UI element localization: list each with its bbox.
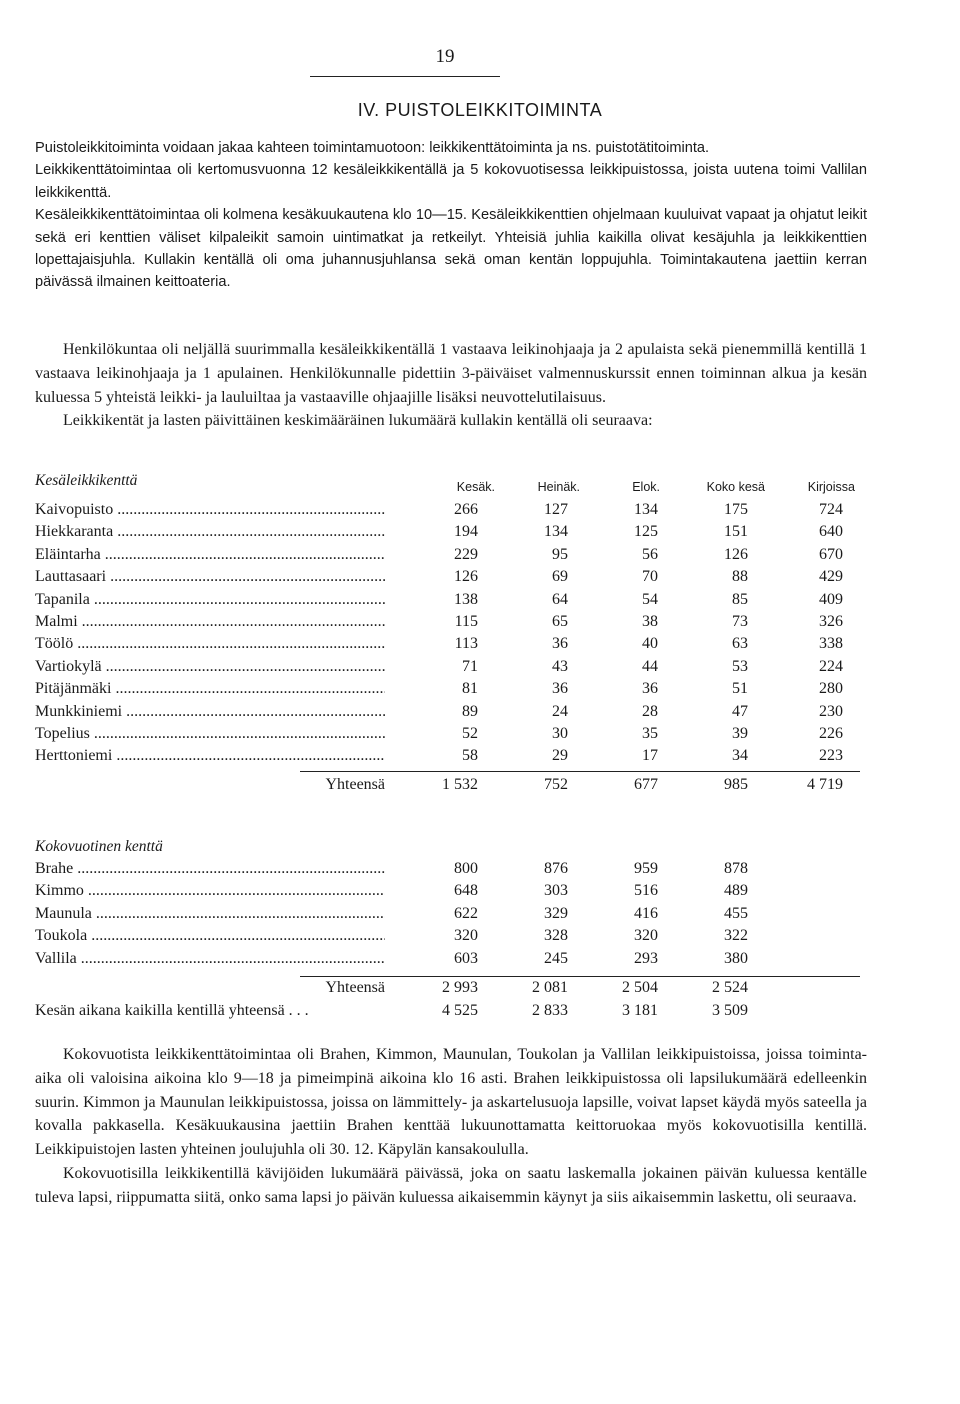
summer-fields-title: Kesäleikkikenttä <box>35 472 138 489</box>
staff-text <box>35 338 867 433</box>
table-cell: 17 <box>642 747 658 765</box>
paragraph-staff: Henkilökuntaa oli neljällä suurimmalla kesäleikkikentällä 1 vastaava leikinohjaaja ja 2 apulaista sekä pienemmillä kentillä 1 vastaava leikinohjaaja ja 1 apulainen. Henkilökunnalle pidettiin 3-päiväiset valmennuskurssit ennen toiminnan alkua ja kesän kuluessa 5 yhteistä leikki- ja lauluiltaa ja vastaaville ohjaajille lisäksi neuvottelutilaisuus. <box>35 341 867 406</box>
table-cell: 151 <box>724 523 748 541</box>
table-cell: 115 <box>454 613 478 630</box>
table-cell: 56 <box>642 545 658 563</box>
grand-total-label: Kesän aikana kaikilla kentillä yhteensä . . . <box>35 1002 309 1019</box>
row-name: Vartiokylä ..... <box>35 658 385 676</box>
table-cell: 326 <box>819 613 843 630</box>
table-cell: 338 <box>819 635 843 653</box>
table-cell: 320 <box>634 927 658 945</box>
table-cell: 2 993 <box>442 979 478 996</box>
summer-total-rule <box>300 771 860 772</box>
row-name: Hiekkaranta ..... <box>35 523 385 541</box>
table-cell: 30 <box>552 725 568 742</box>
row-name: Tapanila ..... <box>35 591 385 609</box>
row-name: Maunula ..... <box>35 905 385 923</box>
table-row <box>0 546 960 568</box>
table-cell: 63 <box>732 635 748 653</box>
table-cell: 39 <box>732 725 748 742</box>
table-cell: 328 <box>544 927 568 945</box>
table-cell: 113 <box>454 635 478 653</box>
table-cell: 43 <box>552 657 568 675</box>
paragraph-intro-1: Puistoleikkitoiminta voidaan jakaa kahteen toimintamuotoon: leikkikenttätoiminta ja ns. puistotätitoiminta. <box>35 140 710 156</box>
table-cell: 36 <box>552 680 568 698</box>
paragraph-intro-3: Kesäleikkikenttätoimintaa oli kolmena kesäkuukautena klo 10—15. Kesäleikkikenttien ohjelmaan kuuluivat vapaat ja ohjatut leikit sekä eri kenttien väliset kilpaleikit samoin uintimatkat ja retkeilyt. Yhteisiä juhlia kaikilla olivat kesäjuhla ja leikkikenttien lopettajaisjuhla. Kullakin kentällä oli oma juhannusjuhlansa sekä oman kentän loppujuhla. Toimintakautena jaettiin kerran päivässä ilmainen keittoateria. <box>35 207 867 291</box>
table-cell: 127 <box>544 501 568 518</box>
table-cell: 229 <box>454 545 478 563</box>
page-number: 19 <box>435 46 455 67</box>
row-name: Vallila ..... <box>35 950 385 968</box>
table-cell: 51 <box>732 680 748 698</box>
table-row <box>0 635 960 657</box>
table-cell: 226 <box>819 725 843 742</box>
table-cell: 603 <box>454 949 478 967</box>
row-name: Pitäjänmäki ..... <box>35 680 385 698</box>
row-name: Lauttasaari ..... <box>35 568 385 586</box>
table-cell: 89 <box>462 702 478 720</box>
row-name: Kaivopuisto ..... <box>35 501 385 519</box>
table-cell: 622 <box>454 904 478 922</box>
table-cell: 648 <box>454 882 478 900</box>
table-cell: 138 <box>454 590 478 608</box>
table-cell: 73 <box>732 613 748 630</box>
table-cell: 126 <box>454 568 478 586</box>
table-cell: 175 <box>724 501 748 518</box>
summer-total-label: Yhteensä <box>325 776 385 793</box>
table-cell: 455 <box>724 904 748 922</box>
table-cell: 1 532 <box>442 776 478 793</box>
table-row <box>0 501 960 523</box>
year-total-rule <box>300 976 860 977</box>
table-row <box>0 725 960 747</box>
table-row <box>0 658 960 680</box>
row-name: Topelius ..... <box>35 725 385 743</box>
table-cell: 2 504 <box>622 979 658 996</box>
table-cell: 800 <box>454 860 478 877</box>
table-cell: 266 <box>454 501 478 518</box>
table-row <box>0 905 960 927</box>
table-cell: 81 <box>462 680 478 698</box>
table-cell: 64 <box>552 590 568 608</box>
year-total-label: Yhteensä <box>325 979 385 996</box>
table-header <box>0 480 960 500</box>
table-cell: 516 <box>634 882 658 900</box>
intro-text <box>35 137 867 294</box>
table-cell: 29 <box>552 747 568 765</box>
table-cell: 640 <box>819 523 843 541</box>
col-header-registered: Kirjoissa <box>807 480 855 494</box>
table-cell: 878 <box>724 860 748 877</box>
table-cell: 69 <box>552 568 568 586</box>
table-cell: 134 <box>634 501 658 518</box>
page-number-rule <box>310 76 500 77</box>
table-cell: 95 <box>552 545 568 563</box>
table-cell: 959 <box>634 860 658 877</box>
table-cell: 677 <box>634 776 658 793</box>
table-cell: 85 <box>732 590 748 608</box>
table-cell: 88 <box>732 568 748 586</box>
table-cell: 54 <box>642 590 658 608</box>
table-cell: 380 <box>724 949 748 967</box>
table-cell: 429 <box>819 568 843 586</box>
table-cell: 24 <box>552 702 568 720</box>
table-cell: 4 525 <box>442 1002 478 1019</box>
table-row <box>0 703 960 725</box>
table-cell: 58 <box>462 747 478 765</box>
section-heading: IV. PUISTOLEIKKITOIMINTA <box>357 100 603 120</box>
table-cell: 36 <box>642 680 658 698</box>
row-name: Eläintarha ..... <box>35 546 385 564</box>
table-cell: 70 <box>642 568 658 586</box>
table-cell: 38 <box>642 613 658 630</box>
table-cell: 44 <box>642 657 658 675</box>
table-cell: 65 <box>552 613 568 630</box>
table-cell: 28 <box>642 702 658 720</box>
col-header-july: Heinäk. <box>537 480 580 494</box>
row-name: Toukola ..... <box>35 927 385 945</box>
table-cell: 293 <box>634 949 658 967</box>
table-cell: 34 <box>732 747 748 765</box>
table-cell: 125 <box>634 523 658 541</box>
table-cell: 409 <box>819 590 843 608</box>
table-cell: 280 <box>819 680 843 698</box>
table-cell: 194 <box>454 523 478 541</box>
paragraph-table-intro: Leikkikentät ja lasten päivittäinen keskimääräinen lukumäärä kullakin kentällä oli seuraava: <box>63 412 653 430</box>
table-row <box>0 568 960 590</box>
paragraph-year-round: Kokovuotista leikkikenttätoimintaa oli Brahen, Kimmon, Maunulan, Toukolan ja Vallilan leikkipuistoissa, joissa toiminta-aika oli valoisina aikoina klo 9—18 ja pimeimpinä aikoina klo 16 asti. Brahen leikkipuistossa oli lapsilukumäärä edelleenkin suurin. Kimmon ja Maunulan leikkipuistossa, joissa on lämmittely- ja askartelusuoja lapsille, voivat lapset käydä myös sateella ja kovalla pakkasella. Kesäkuukausina jaettiin Brahen kenttää lukuunottamatta keittoruokaa myös kokovuotisilla kentillä. Leikkipuistojen lasten yhteinen joulujuhla oli 30. 12. Käpylän kansakoululla. <box>35 1046 867 1159</box>
row-name: Munkkiniemi ..... <box>35 703 385 721</box>
col-header-whole-summer: Koko kesä <box>706 480 765 494</box>
row-name: Kimmo ..... <box>35 882 385 900</box>
table-row <box>0 882 960 904</box>
table-row <box>0 591 960 613</box>
table-cell: 985 <box>724 776 748 793</box>
col-header-june: Kesäk. <box>456 480 495 494</box>
row-name: Malmi ..... <box>35 613 385 631</box>
table-cell: 416 <box>634 904 658 922</box>
table-cell: 36 <box>552 635 568 653</box>
table-cell: 223 <box>819 747 843 765</box>
table-cell: 489 <box>724 882 748 900</box>
table-cell: 876 <box>544 860 568 877</box>
col-header-august: Elok. <box>632 480 660 494</box>
grand-total-row <box>0 1002 960 1024</box>
summer-total-row <box>0 776 960 798</box>
table-cell: 3 181 <box>622 1002 658 1019</box>
table-row <box>0 680 960 702</box>
row-name: Brahe ..... <box>35 860 385 878</box>
year-round-fields-title: Kokovuotinen kenttä <box>35 838 163 855</box>
table-row <box>0 860 960 882</box>
paragraph-intro-2: Leikkikenttätoimintaa oli kertomusvuonna 12 kesäleikkikentällä ja 5 kokovuotisessa leikkipuistossa, joista uutena toimi Vallilan leikkikenttä. <box>35 162 867 201</box>
table-row <box>0 927 960 949</box>
table-cell: 230 <box>819 702 843 720</box>
table-cell: 134 <box>544 523 568 541</box>
table-row <box>0 950 960 972</box>
row-name: Töölö ..... <box>35 635 385 653</box>
table-cell: 52 <box>462 725 478 742</box>
table-cell: 329 <box>544 904 568 922</box>
table-cell: 245 <box>544 949 568 967</box>
table-cell: 752 <box>544 776 568 793</box>
table-cell: 35 <box>642 725 658 742</box>
table-row <box>0 523 960 545</box>
table-row <box>0 747 960 769</box>
year-total-row <box>0 979 960 1001</box>
table-cell: 71 <box>462 657 478 675</box>
table-cell: 40 <box>642 635 658 653</box>
table-row <box>0 613 960 635</box>
table-cell: 320 <box>454 927 478 945</box>
row-name: Herttoniemi ..... <box>35 747 385 765</box>
table-cell: 126 <box>724 545 748 563</box>
table-cell: 3 509 <box>712 1002 748 1019</box>
table-cell: 2 524 <box>712 979 748 996</box>
table-cell: 224 <box>819 657 843 675</box>
table-cell: 53 <box>732 657 748 675</box>
table-cell: 670 <box>819 545 843 563</box>
table-cell: 724 <box>819 501 843 518</box>
table-cell: 4 719 <box>807 776 843 793</box>
closing-text <box>35 1043 867 1210</box>
table-cell: 2 833 <box>532 1002 568 1019</box>
table-cell: 47 <box>732 702 748 720</box>
paragraph-visitors: Kokovuotisilla leikkikentillä kävijöiden lukumäärä päivässä, joka on saatu laskemalla jokainen päivän kuluessa kentälle tuleva lapsi, riippumatta siitä, onko sama lapsi jo päivän kuluessa aikaisemmin käynyt ja siis aikaisemmin laskettu, oli seuraava. <box>35 1164 867 1206</box>
table-cell: 2 081 <box>532 979 568 996</box>
table-cell: 322 <box>724 927 748 945</box>
table-cell: 303 <box>544 882 568 900</box>
